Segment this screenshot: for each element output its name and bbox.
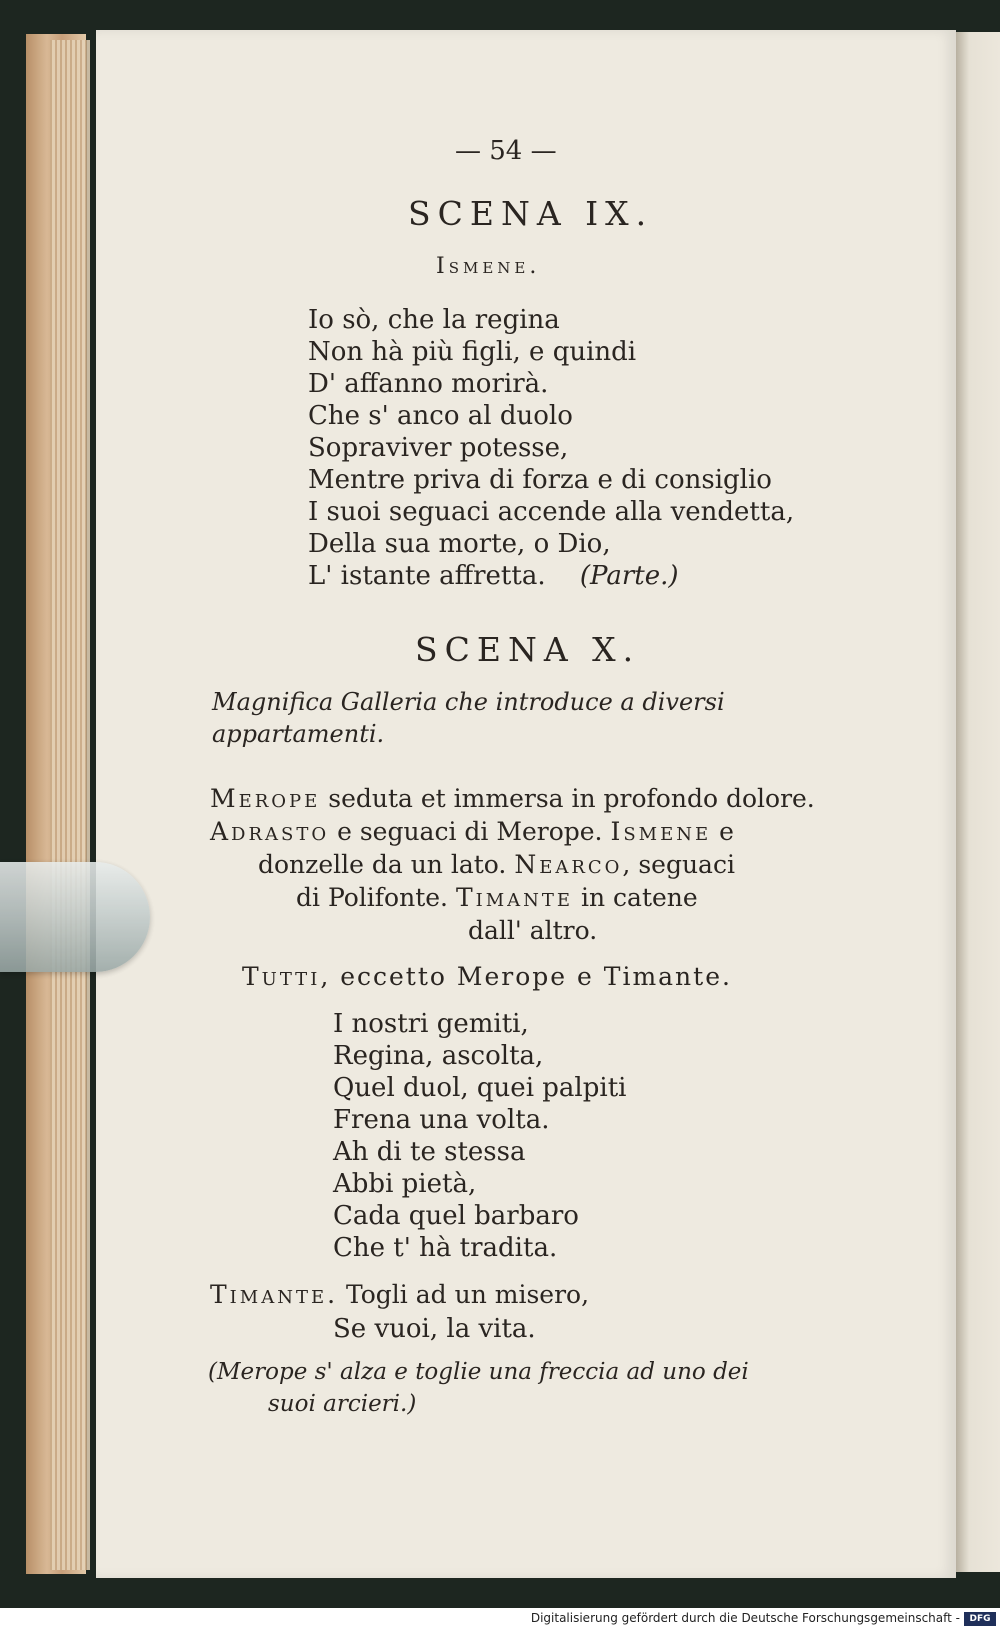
verse-line: I nostri gemiti, bbox=[333, 1009, 529, 1039]
verse-line: Quel duol, quei palpiti bbox=[333, 1073, 627, 1103]
digitization-credit: Digitalisierung gefördert durch die Deutsche Forschungsgemeinschaft - bbox=[530, 1611, 960, 1625]
verse-text: L' istante affretta. bbox=[308, 561, 546, 591]
verse-line: Frena una volta. bbox=[333, 1105, 550, 1135]
setting-description: Magnifica Galleria che introduce a diversi appartamenti. bbox=[212, 688, 725, 748]
verse-line: Cada quel barbaro bbox=[333, 1201, 579, 1231]
tutti-verse bbox=[333, 1008, 626, 1264]
character-name: Tutti bbox=[242, 962, 321, 991]
verse-line: I suoi seguaci accende alla vendetta, bbox=[308, 497, 795, 527]
verse-line: Che t' hà tradita. bbox=[333, 1233, 558, 1263]
cast-line-5: dall' altro. bbox=[468, 916, 598, 945]
speaker-ismene: Ismene. bbox=[436, 254, 541, 279]
verse-line: Non hà più figli, e quindi bbox=[308, 337, 637, 367]
cast-text: donzelle da un lato. bbox=[258, 850, 515, 879]
cast-text: seduta et immersa in profondo dolore. bbox=[320, 784, 815, 813]
character-name: Merope bbox=[210, 784, 321, 813]
final-stage-direction: (Merope s' alza e toglie una freccia ad uno dei bbox=[208, 1359, 749, 1385]
timante-line-2: Se vuoi, la vita. bbox=[333, 1314, 536, 1344]
final-stage-direction-cont: suoi arcieri.) bbox=[268, 1391, 417, 1417]
verse-line: D' affanno morirà. bbox=[308, 369, 549, 399]
facing-page-edge bbox=[956, 32, 1000, 1572]
cast-line-4 bbox=[296, 881, 698, 914]
cast-text: di Polifonte. bbox=[296, 883, 456, 912]
verse-line: Ah di te stessa bbox=[333, 1137, 526, 1167]
tutti-heading bbox=[242, 962, 732, 991]
ismene-verse bbox=[308, 304, 794, 592]
page-number: — 54 — bbox=[455, 136, 557, 166]
verse-line: Sopraviver potesse, bbox=[308, 433, 569, 463]
character-name: Nearco bbox=[514, 850, 623, 879]
cast-line-2 bbox=[210, 815, 734, 848]
character-name: Ismene bbox=[610, 817, 712, 846]
stage-direction-parte: (Parte.) bbox=[579, 561, 679, 591]
character-name: Adrasto bbox=[210, 817, 330, 846]
page-stack-lines bbox=[50, 40, 90, 1570]
cast-line-3 bbox=[258, 848, 735, 881]
cast-line-1 bbox=[210, 782, 815, 815]
character-name: Timante bbox=[455, 883, 574, 912]
timante-line-1: Togli ad un misero, bbox=[338, 1280, 590, 1309]
cast-text: e seguaci di Merope. bbox=[329, 817, 611, 846]
verse-line: Mentre priva di forza e di consiglio bbox=[308, 465, 772, 495]
scene-ix-title: SCENA IX. bbox=[408, 194, 654, 233]
dfg-logo: DFG bbox=[964, 1612, 996, 1626]
verse-line: Abbi pietà, bbox=[333, 1169, 477, 1199]
footer-bar bbox=[0, 1608, 1000, 1628]
cast-text: in catene bbox=[573, 883, 698, 912]
cast-text: e bbox=[711, 817, 734, 846]
verse-line: Della sua morte, o Dio, bbox=[308, 529, 611, 559]
cast-text: , seguaci bbox=[622, 850, 735, 879]
verse-line: Io sò, che la regina bbox=[308, 305, 560, 335]
verse-line-last bbox=[308, 560, 794, 592]
tutti-rest: , eccetto Merope e Timante. bbox=[320, 962, 732, 991]
character-name: Timante. bbox=[210, 1280, 339, 1309]
verse-line: Regina, ascolta, bbox=[333, 1041, 544, 1071]
scene-x-title: SCENA X. bbox=[415, 630, 641, 669]
page-holder-clip bbox=[0, 862, 150, 972]
verse-line: Che s' anco al duolo bbox=[308, 401, 573, 431]
timante-speech bbox=[210, 1280, 589, 1309]
